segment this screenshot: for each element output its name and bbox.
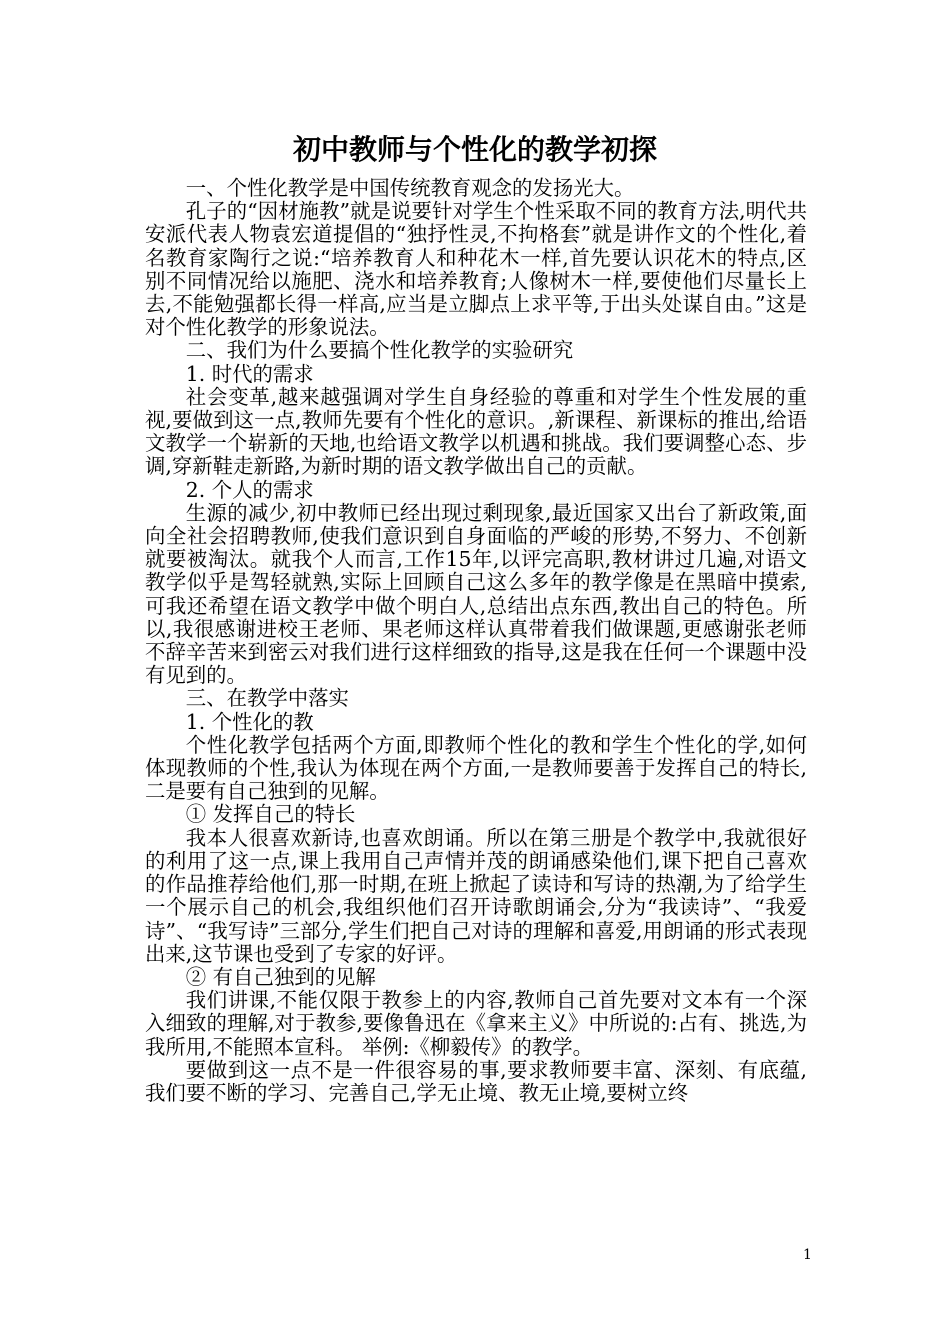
paragraph: 生源的减少,初中教师已经出现过剩现象,最近国家又出台了新政策,面向全社会招聘教师,使我们意识到自身面临的严峻的形势,不努力、不创新就要被淘汰。就我个人而言,工作15年,以评完高职,教材讲过几遍,对语文教学似乎是驾轻就熟,实际上回顾自己这么多年的教学像是在黑暗中摸索,可我还希望在语文教学中做个明白人,总结出点东西,教出自己的特色。所以,我很感谢进校王老师、果老师这样认真带着我们做课题,更感谢张老师不辞辛苦来到密云对我们进行这样细致的指导,这是我在任何一个课题中没有见到的。 — [145, 500, 807, 688]
paragraph: 1. 个性化的教 — [185, 709, 314, 734]
paragraph: ① 发挥自己的特长 — [185, 802, 356, 827]
page-number: 1 — [803, 1247, 812, 1263]
paragraph: 孔子的“因材施教”就是说要针对学生个性采取不同的教育方法,明代共安派代表人物袁宏道提倡的“独抒性灵,不拘格套”就是讲作文的个性化,着名教育家陶行之说:“培养教育人和种花木一样,首先要认识花木的特点,区别不同情况给以施肥、浇水和培养教育;人像树木一样,要使他们尽量长上去,不能勉强都长得一样高,应当是立脚点上求平等,于出头处谋自由。”这是对个性化教学的形象说法。 — [145, 199, 807, 340]
paragraph: 三、在教学中落实 — [185, 686, 349, 711]
paragraph: ② 有自己独到的见解 — [185, 964, 376, 989]
document-body — [145, 177, 807, 1105]
paragraph: 个性化教学包括两个方面,即教师个性化的教和学生个性化的学,如何体现教师的个性,我认为体现在两个方面,一是教师要善于发挥自己的特长,二是要有自己独到的见解。 — [145, 732, 807, 804]
paragraph: 一、个性化教学是中国传统教育观念的发扬光大。 — [185, 176, 635, 200]
paragraph: 社会变革,越来越强调对学生自身经验的尊重和对学生个性发展的重视,要做到这一点,教师先要有个性化的意识。,新课程、新课标的推出,给语文教学一个崭新的天地,也给语文教学以机遇和挑战。我们要调整心态、步调,穿新鞋走新路,为新时期的语文教学做出自己的贡献。 — [145, 384, 807, 479]
paragraph: 1. 时代的需求 — [185, 361, 314, 386]
paragraph: 二、我们为什么要搞个性化教学的实验研究 — [185, 338, 574, 363]
paragraph: 我本人很喜欢新诗,也喜欢朗诵。所以在第三册是个教学中,我就很好的利用了这一点,课上我用自己声情并茂的朗诵感染他们,课下把自己喜欢的作品推荐给他们,那一时期,在班上掀起了读诗和写诗的热潮,为了给学生一个展示自己的机会,我组织他们召开诗歌朗诵会,分为“我读诗”、“我爱诗”、“我写诗”三部分,学生们把自己对诗的理解和喜爱,用朗诵的形式表现出来,这节课也受到了专家的好评。 — [145, 825, 807, 966]
paragraph: 我们讲课,不能仅限于教参上的内容,教师自己首先要对文本有一个深入细致的理解,对于教参,要像鲁迅在《拿来主义》中所说的:占有、挑选,为我所用,不能照本宣科。 举例:《柳毅传》的教学。 — [145, 988, 807, 1059]
paragraph: 2. 个人的需求 — [185, 477, 314, 502]
paragraph: 要做到这一点不是一件很容易的事,要求教师要丰富、深刻、有底蕴,我们要不断的学习、完善自己,学无止境、教无止境,要树立终 — [145, 1057, 807, 1105]
document-title: 初中教师与个性化的教学初探 — [292, 133, 657, 166]
